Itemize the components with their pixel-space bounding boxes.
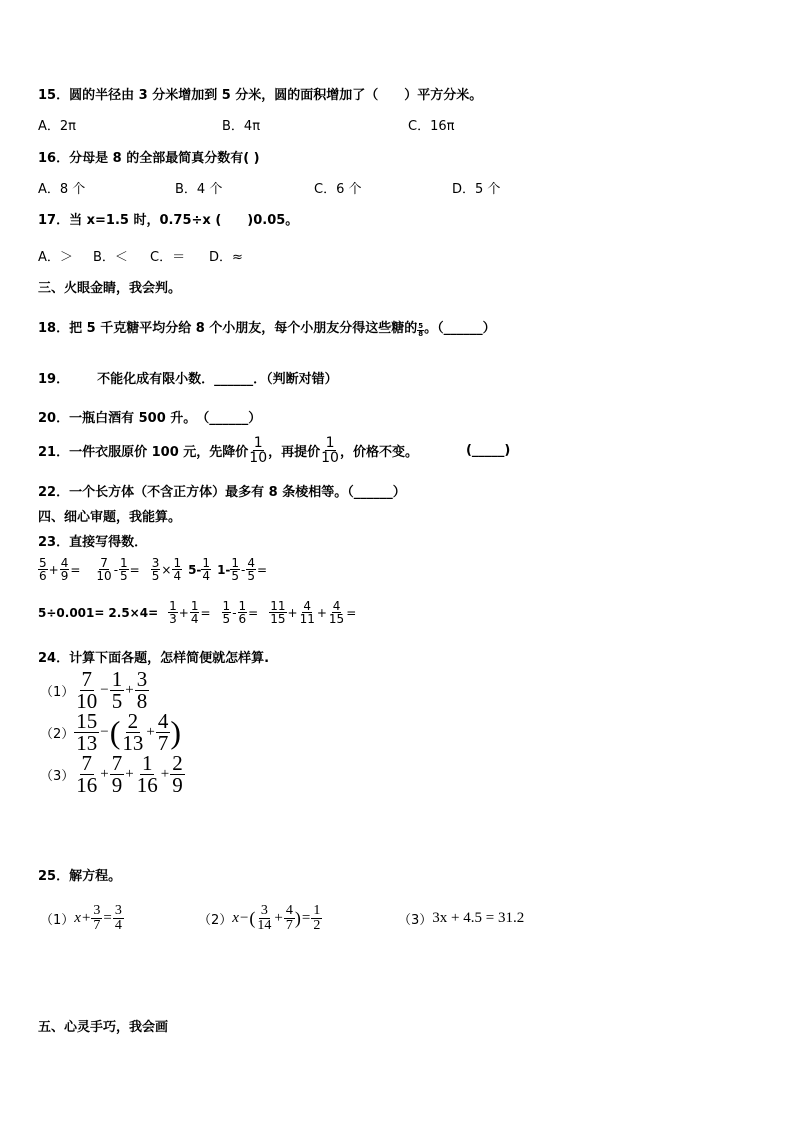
q17-option-d: D．≈: [209, 250, 243, 265]
q23-frac: $\frac{4}{15}$: [328, 599, 345, 626]
q25-frac: 3 14: [257, 902, 272, 933]
q21-answer-blank: (_____): [465, 442, 511, 458]
q24-frac: 2 13: [122, 708, 144, 755]
q23-frac: $\frac{1}{5}$: [120, 556, 128, 583]
q23-frac: $\frac{1}{4}$: [190, 599, 199, 626]
q23-div-expr: 5÷0.001=: [38, 605, 105, 620]
left-paren: (: [109, 713, 121, 750]
question-22: 22．一个长方体（不含正方体）最多有 8 条棱相等。（______）: [38, 485, 406, 500]
q16-option-a: A．8 个: [38, 182, 86, 197]
q21-frac1-numerator: 1: [253, 434, 263, 451]
question-19: [38, 368, 338, 387]
q25-label-1: （1）: [40, 912, 75, 928]
q24-frac: 15 13: [76, 708, 98, 755]
q21-fraction-1: [248, 436, 268, 465]
q24-frac: 7 16: [76, 750, 98, 797]
q23-frac: $\frac{4}{11}$: [299, 599, 315, 626]
q19-text: 不能化成有限小数．______．（判断对错）: [97, 372, 338, 387]
q24-frac: $\frac{1}{5}$: [111, 666, 123, 713]
q23-five-minus: 5-: [188, 562, 202, 577]
q24-label-1: （1）: [40, 684, 75, 700]
q23-frac: $\frac{1}{4}$: [173, 556, 182, 583]
section-3-heading: 三、火眼金睛，我会判。: [38, 281, 182, 296]
q21-part3: ，价格不变。: [339, 444, 418, 460]
q21-part1: 21．一件衣服原价 100 元，先降价: [38, 444, 249, 460]
q23-frac: 11 15: [270, 599, 286, 626]
q25-frac: $\frac{4}{7}$: [285, 902, 293, 933]
q23-frac: $\frac{1}{6}$: [238, 599, 247, 626]
q18-text-before: 18．把 5 千克糖平均分给 8 个小朋友，每个小朋友分得这些糖的: [38, 321, 418, 336]
right-paren: ): [170, 713, 182, 750]
q23-row-2: 5÷0.001= 2.5×4= 1 3 + $\frac{1}{4}$ = 1 5 - $\frac{1}{6}$ = 11 15 + $\frac{4}{11}$ + $\frac{4}{15}$ =: [38, 599, 357, 626]
q24-frac: $\frac{7}{9}$: [111, 750, 123, 797]
q23-frac: 1 5: [222, 599, 231, 626]
question-24-title: 24．计算下面各题，怎样简便就怎样算.: [38, 651, 270, 666]
q24-problem-1: （1） 7 10 − $\frac{1}{5}$ + $\frac{3}{8}$: [40, 666, 148, 713]
q17-option-c: C．＝: [150, 250, 186, 265]
q21-fraction-2: [320, 436, 340, 465]
q24-frac: 7 10: [76, 666, 98, 713]
q23-frac: 1 4: [202, 556, 211, 583]
q15-option-b: B．4π: [222, 119, 261, 134]
q19-number: 19．: [38, 372, 70, 387]
q23-frac: $\frac{4}{5}$: [247, 556, 256, 583]
question-16-stem: 16．分母是 8 的全部最简真分数有( ): [38, 151, 260, 166]
q21-part2: ，再提价: [268, 444, 321, 460]
q16-option-c: C．6 个: [314, 182, 362, 197]
q25-label-3: （3）: [398, 912, 433, 928]
q25-eq3-expression: 3x + 4.5 = 31.2: [432, 909, 525, 926]
q25-frac: $\frac{1}{2}$: [313, 902, 321, 933]
q18-frac-denominator: 8: [418, 330, 424, 338]
q24-problem-3: （3） 7 16 + $\frac{7}{9}$ + $\frac{1}{16}$ + $\frac{2}{9}$: [40, 750, 183, 797]
q16-option-b: B．4 个: [175, 182, 223, 197]
question-15-stem: 15．圆的半径由 3 分米增加到 5 分米，圆的面积增加了（ ）平方分米。: [38, 88, 483, 103]
q21-frac2-denominator: 10: [321, 449, 339, 466]
q21-frac2-numerator: 1: [325, 434, 335, 451]
question-17-stem: 17．当 x=1.5 时，0.75÷x ( )0.05。: [38, 213, 299, 228]
q23-frac: $\frac{3}{5}$: [151, 556, 160, 583]
q24-frac: $\frac{2}{9}$: [172, 750, 183, 797]
q23-frac: 7 10: [96, 556, 112, 583]
question-23-title: 23．直接写得数．: [38, 535, 148, 550]
q23-frac: $\frac{4}{9}$: [60, 556, 69, 583]
section-4-heading: 四、细心审题，我能算。: [38, 510, 182, 525]
q23-mul-expr: 2.5×4=: [108, 605, 159, 620]
q24-label-2: （2）: [40, 726, 75, 742]
q25-equation-1: （1） x + $\frac{3}{7}$ = $\frac{3}{4}$: [40, 902, 122, 933]
q17-option-b: B．＜: [93, 250, 128, 265]
q24-problem-2: （2） 15 13 − ( 2 13 + $\frac{4}{7}$ ): [40, 708, 182, 755]
q23-frac: 1 5: [231, 556, 240, 583]
q16-option-d: D．5 个: [452, 182, 501, 197]
section-5-heading: 五、心灵手巧，我会画: [38, 1020, 169, 1035]
question-18: [38, 317, 496, 338]
q25-frac: $\frac{3}{4}$: [114, 902, 122, 933]
question-21: [38, 431, 510, 469]
q23-one-minus: 1-: [217, 562, 231, 577]
q23-row-1: 5 6 + $\frac{4}{9}$ = 7 10 - $\frac{1}{5}$ = $\frac{3}{5}$ × $\frac{1}{4}$ 5- 1 4 1- 1 5 - $\frac{4}{5}$ =: [39, 556, 268, 583]
question-20: 20．一瓶白酒有 500 升。 （______）: [38, 411, 262, 426]
q24-frac: $\frac{3}{8}$: [136, 666, 148, 713]
q17-option-a: A．＞: [38, 250, 73, 265]
q15-option-a: A．2π: [38, 119, 76, 134]
q23-frac: 1 3: [169, 599, 177, 626]
q23-frac: 5 6: [39, 556, 47, 583]
q15-option-c: C．16π: [408, 119, 455, 134]
q18-frac-numerator: 5: [418, 322, 424, 330]
q18-text-after: 。（______）: [424, 321, 496, 336]
q24-frac: $\frac{1}{16}$: [136, 750, 158, 797]
q25-frac: $\frac{3}{7}$: [93, 902, 101, 933]
q24-frac: $\frac{4}{7}$: [157, 708, 169, 755]
q25-equation-3: [398, 898, 524, 938]
question-25-title: 25．解方程。: [38, 869, 122, 884]
q25-label-2: （2）: [198, 912, 233, 928]
q24-label-3: （3）: [40, 768, 75, 784]
q25-equation-2: （2） x − ( 3 14 + $\frac{4}{7}$ ) = $\frac{1}{2}$: [198, 902, 321, 933]
q21-frac1-denominator: 10: [249, 449, 268, 466]
